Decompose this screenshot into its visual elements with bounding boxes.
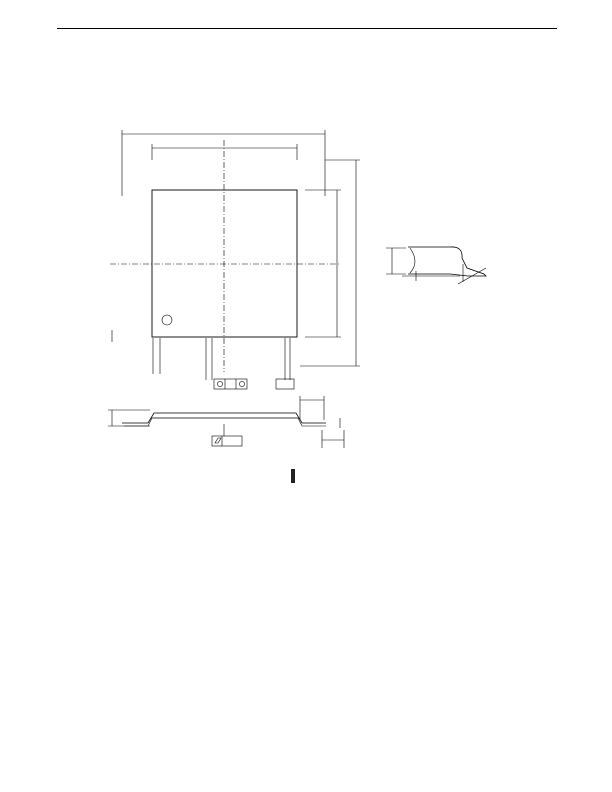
dimension-table [291,469,295,483]
table-header-row [292,470,295,483]
column-header-inches [294,470,295,483]
package-body [152,190,297,337]
